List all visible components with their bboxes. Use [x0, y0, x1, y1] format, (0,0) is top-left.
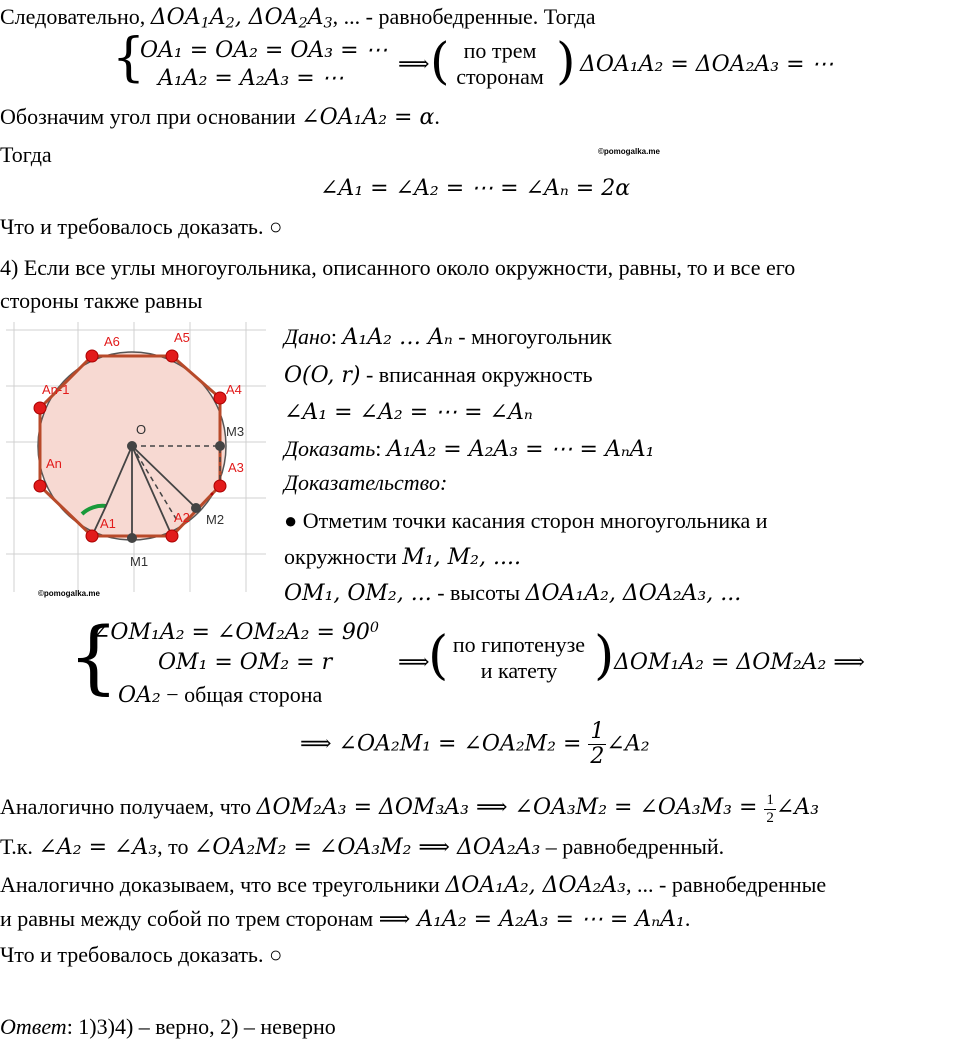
text-line-4: Тогда: [0, 142, 52, 167]
label-m3: M3: [226, 424, 245, 439]
label-a5: A5: [174, 330, 190, 345]
proof-line-3: OM₁, OM₂, ... - высоты ΔOA₁A₂, ΔOA₂A₃, ...: [284, 580, 742, 606]
paren-line-2: сторонам: [456, 64, 544, 89]
system-result: ΔOA₁A₂ = ΔOA₂A₃ = ⋯: [580, 52, 834, 77]
paren-line-1: по трем: [463, 38, 537, 63]
fraction: $\frac{1}{2}$: [590, 719, 605, 770]
watermark: ©pomogalka.me: [38, 589, 100, 598]
system-row-2: A₁A₂ = A₂A₃ = ⋯: [158, 66, 344, 91]
given-line-1: Дано: A₁A₂ … Aₙ - многоугольник: [284, 324, 612, 350]
paren-line-1: по гипотенузе: [452, 632, 586, 657]
equation-1: ∠A₁ = ∠A₂ = ⋯ = ∠Aₙ = 2α: [320, 176, 631, 201]
qed-1: Что и требовалось доказать. ○: [0, 214, 283, 239]
paren-left: (: [428, 626, 449, 686]
label-a2: A2: [174, 510, 190, 525]
given-line-3: ∠A₁ = ∠A₂ = ⋯ = ∠Aₙ: [284, 400, 533, 425]
proof-line-1: ● Отметим точки касания сторон многоугольника и: [284, 508, 768, 533]
polygon-figure: [6, 322, 266, 602]
label-m1: M1: [130, 554, 149, 569]
text-line-3: Обозначим угол при основании ∠OA₁A₂ = α.: [0, 104, 440, 130]
label-a3: A3: [228, 460, 244, 475]
system-row-1: OA₁ = OA₂ = OA₃ = ⋯: [140, 38, 388, 63]
label-a1: A1: [100, 516, 116, 531]
given-line-2: O(O, r) - вписанная окружность: [284, 362, 593, 388]
qed-2: Что и требовалось доказать. ○: [0, 942, 283, 967]
label-m2: M2: [206, 512, 225, 527]
paren-right: ): [594, 626, 615, 686]
paren-content: [444, 632, 594, 684]
text-line-5: Аналогично получаем, что ΔOM₂A₃ = ΔOM₃A₃ ⟹ ∠OA₃M₂ = ∠OA₃M₃ = $\frac{1}{2}$ ∠A₃: [0, 792, 820, 826]
answer-line: Ответ: 1)3)4) – верно, 2) – неверно: [0, 1014, 336, 1039]
equation-2: ⟹ ∠OA₂M₁ = ∠OA₂M₂ = $\frac{1}{2}$ ∠A₂: [300, 719, 650, 770]
text-line-1: [0, 4, 595, 31]
proof-line-2: окружности M₁, M₂, ....: [284, 544, 521, 570]
system-row-2: OM₁ = OM₂ = r: [158, 650, 333, 675]
system-row-3: OA₂ − общая сторона: [118, 682, 323, 708]
proof-heading: Доказательство:: [284, 470, 448, 495]
label-a4: A4: [226, 382, 242, 397]
text: Следовательно,: [0, 4, 151, 29]
paren-left: (: [430, 32, 450, 90]
para-4-line-1: 4) Если все углы многоугольника, описанного около окружности, равны, то и все его: [0, 255, 796, 280]
implies-arrow: ⟹: [398, 650, 430, 675]
paren-content: [446, 38, 554, 90]
curly-brace: {: [68, 610, 119, 703]
text: , ... - равнобедренные. Тогда: [332, 4, 596, 29]
label-a6: A6: [104, 334, 120, 349]
system-row-1: ∠OM₁A₂ = ∠OM₂A₂ = $90^0$: [92, 619, 379, 645]
curly-brace: {: [112, 28, 146, 88]
implies-arrow: ⟹: [398, 52, 430, 77]
para-4-line-2: стороны также равны: [0, 288, 203, 313]
system-result: ΔOM₁A₂ = ΔOM₂A₂ ⟹: [614, 650, 865, 675]
text-line-6: Т.к. ∠A₂ = ∠A₃, то ∠OA₂M₂ = ∠OA₃M₂ ⟹ ΔOA₂A₃ – равнобедренный.: [0, 834, 725, 860]
paren-right: ): [556, 32, 576, 90]
math: $\Delta OA_1A_2$, $\Delta OA_2A_3$: [150, 5, 333, 32]
watermark: ©pomogalka.me: [598, 147, 660, 156]
paren-line-2: и катету: [480, 658, 558, 683]
fraction: $\frac{1}{2}$: [766, 792, 774, 826]
text-line-7: Аналогично доказываем, что все треугольники ΔOA₁A₂, ΔOA₂A₃, ... - равнобедренные: [0, 872, 827, 898]
label-an: An: [46, 456, 62, 471]
label-an1: An-1: [42, 382, 70, 397]
text-line-8: и равны между собой по трем сторонам ⟹ A₁A₂ = A₂A₃ = ⋯ = AₙA₁.: [0, 906, 691, 932]
prove-line: Доказать: A₁A₂ = A₂A₃ = ⋯ = AₙA₁: [284, 436, 655, 462]
label-o: O: [136, 422, 147, 437]
